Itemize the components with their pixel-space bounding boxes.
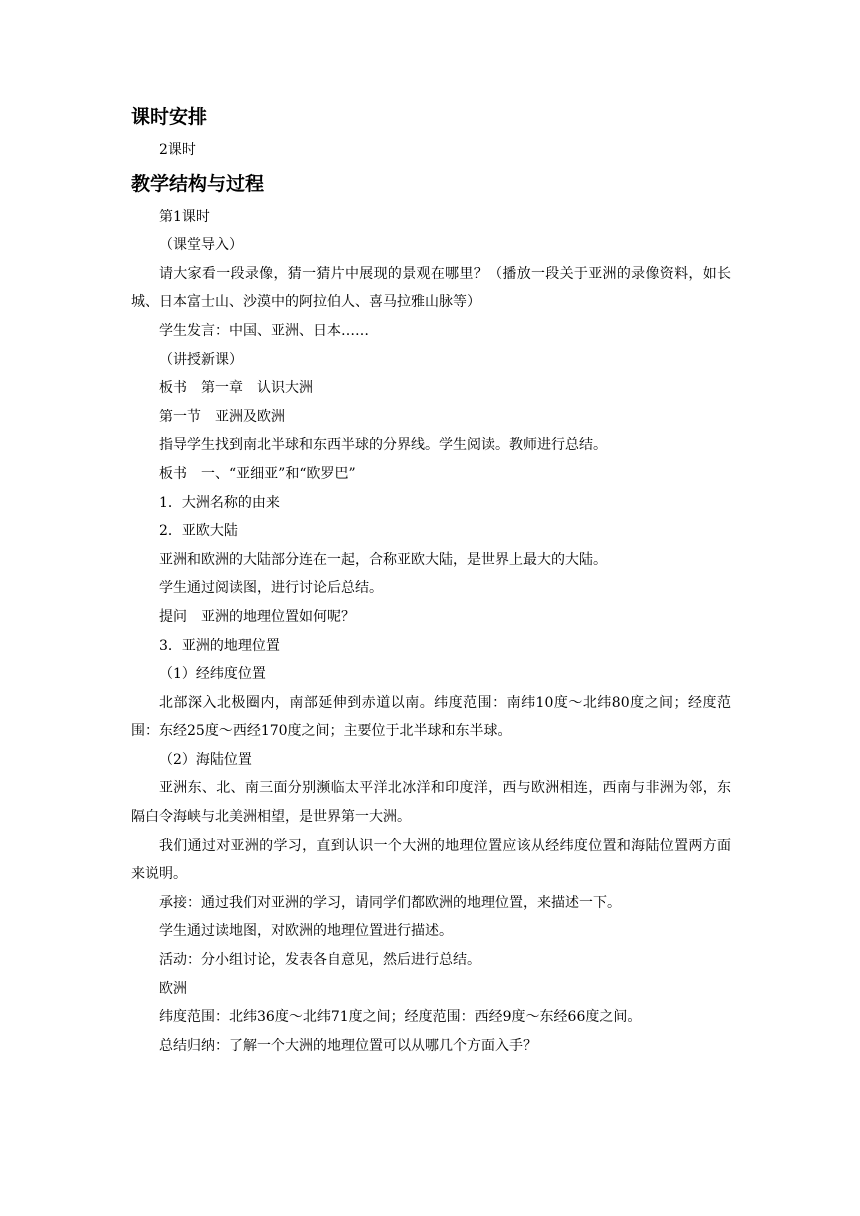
paragraph: 板书 一、“亚细亚”和“欧罗巴” <box>159 465 356 482</box>
paragraph: 活动：分小组讨论，发表各自意见，然后进行总结。 <box>159 952 481 969</box>
paragraph: 2．亚欧大陆 <box>159 523 238 540</box>
paragraph: 提问 亚洲的地理位置如何呢？ <box>159 608 355 625</box>
paragraph: 第1课时 <box>159 208 210 225</box>
paragraph: 学生发言：中国、亚洲、日本…… <box>159 322 369 339</box>
paragraph: 亚洲和欧洲的大陆部分连在一起，合称亚欧大陆，是世界上最大的大陆。 <box>159 551 607 568</box>
section-heading-structure: 教学结构与过程 <box>131 172 265 195</box>
paragraph: 指导学生找到南北半球和东西半球的分界线。学生阅读。教师进行总结。 <box>159 437 607 454</box>
paragraph: （1）经纬度位置 <box>159 666 266 683</box>
paragraph: （课堂导入） <box>159 237 243 254</box>
paragraph: （2）海陆位置 <box>159 751 252 768</box>
document-body <box>131 98 731 1060</box>
paragraph: 学生通过读地图，对欧洲的地理位置进行描述。 <box>159 923 453 940</box>
paragraph: 1．大洲名称的由来 <box>159 494 280 511</box>
paragraph: 纬度范围：北纬36度～北纬71度之间；经度范围：西经9度～东经66度之间。 <box>159 1009 642 1026</box>
paragraph: 2课时 <box>159 142 196 158</box>
paragraph: 亚洲东、北、南三面分别濒临太平洋北冰洋和印度洋，西与欧洲相连，西南与非洲为邻，东隔白令海峡与北美洲相望，是世界第一大洲。 <box>131 780 731 826</box>
paragraph: 我们通过对亚洲的学习，直到认识一个大洲的地理位置应该从经纬度位置和海陆位置两方面来说明。 <box>131 837 731 883</box>
paragraph: 欧洲 <box>159 980 187 997</box>
paragraph: 总结归纳：了解一个大洲的地理位置可以从哪几个方面入手？ <box>159 1037 537 1054</box>
paragraph: （讲授新课） <box>159 351 243 368</box>
paragraph: 第一节 亚洲及欧洲 <box>159 408 285 425</box>
paragraph: 学生通过阅读图，进行讨论后总结。 <box>159 580 383 597</box>
paragraph: 北部深入北极圈内，南部延伸到赤道以南。纬度范围：南纬10度～北纬80度之间；经度范围：东经25度～西经170度之间；主要位于北半球和东半球。 <box>131 694 731 740</box>
paragraph: 请大家看一段录像，猜一猜片中展现的景观在哪里？（播放一段关于亚洲的录像资料，如长城、日本富士山、沙漠中的阿拉伯人、喜马拉雅山脉等） <box>131 265 731 311</box>
paragraph: 承接：通过我们对亚洲的学习，请同学们都欧洲的地理位置，来描述一下。 <box>159 894 621 911</box>
paragraph: 3．亚洲的地理位置 <box>159 637 280 654</box>
section-heading-schedule: 课时安排 <box>131 106 208 128</box>
paragraph: 板书 第一章 认识大洲 <box>159 380 313 397</box>
